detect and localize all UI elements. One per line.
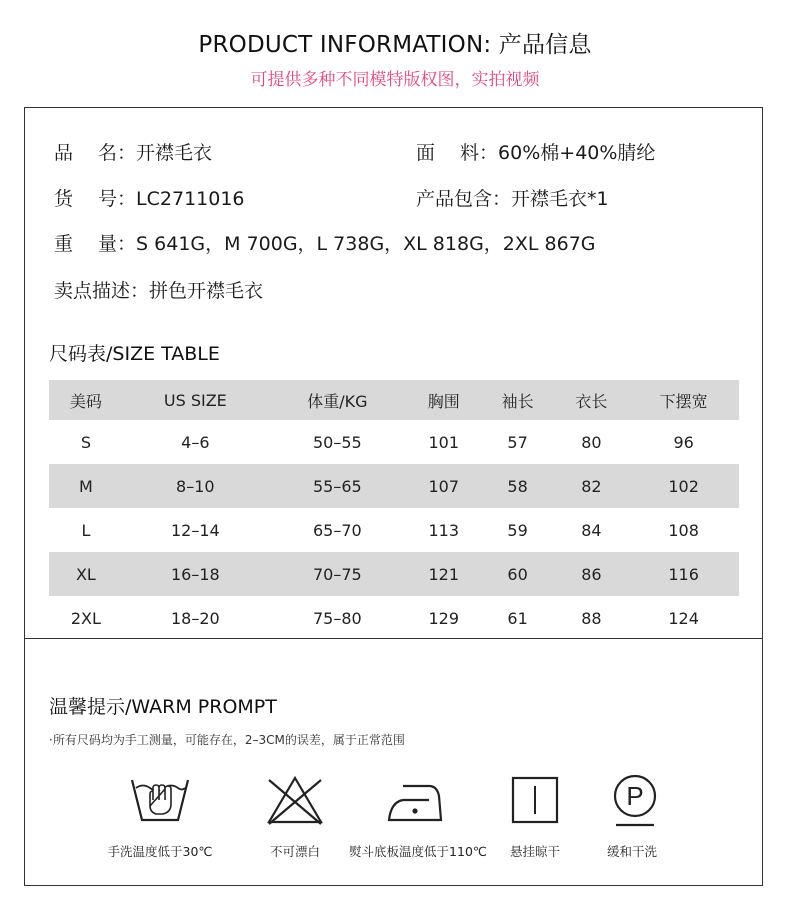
- info-weight-label: 重 量：: [54, 233, 137, 255]
- size-table-header: US SIZE: [163, 390, 227, 410]
- table-cell: 101: [428, 432, 460, 452]
- table-row: [49, 508, 739, 552]
- info-selling-label: 卖点描述：: [54, 280, 150, 302]
- size-table-header: 体重/KG: [307, 391, 368, 411]
- gentle-dry-clean-icon: [606, 772, 666, 828]
- table-cell: 124: [668, 608, 699, 628]
- table-cell: 61: [507, 608, 528, 628]
- table-cell: 116: [668, 564, 699, 584]
- iron-low-temp-icon: [385, 772, 445, 828]
- table-cell: 50–55: [312, 432, 362, 452]
- info-material-label: 面 料：: [416, 142, 499, 164]
- size-table-header: 衣长: [575, 391, 608, 411]
- info-selling-point: [54, 276, 263, 303]
- table-cell: XL: [75, 564, 96, 584]
- info-contents: [416, 184, 609, 211]
- info-material-value: 60%棉+40%腈纶: [498, 142, 656, 164]
- info-contents-label: 产品包含：: [416, 188, 512, 210]
- info-weight-value: S 641G，M 700G，L 738G，XL 818G，2XL 867G: [136, 233, 596, 255]
- table-cell: 58: [507, 476, 528, 496]
- size-table-header: 美码: [69, 391, 102, 411]
- table-cell: 12–14: [170, 520, 220, 540]
- table-cell: 57: [507, 432, 528, 452]
- size-table: [49, 380, 739, 640]
- table-cell: 18–20: [170, 608, 220, 628]
- info-contents-value: 开襟毛衣*1: [511, 188, 609, 210]
- svg-text:P: P: [626, 781, 644, 811]
- info-weight: [54, 229, 596, 256]
- table-cell: S: [80, 432, 91, 452]
- table-row: [49, 464, 739, 508]
- table-cell: 16–18: [170, 564, 220, 584]
- table-cell: 60: [507, 564, 528, 584]
- table-cell: L: [81, 520, 91, 540]
- warm-prompt-title: 温馨提示/WARM PROMPT: [49, 696, 277, 718]
- table-cell: 121: [428, 564, 460, 584]
- warm-prompt-note: ·所有尺码均为手工测量，可能存在，2–3CM的误差，属于正常范围: [49, 733, 405, 747]
- table-cell: 80: [581, 432, 602, 452]
- care-label-dry-clean: 缓和干洗: [606, 844, 657, 859]
- info-name-label: 品 名：: [54, 142, 137, 164]
- table-row: [49, 596, 739, 640]
- no-bleach-icon: [265, 772, 325, 828]
- table-cell: 55–65: [312, 476, 362, 496]
- table-cell: 96: [673, 432, 694, 452]
- table-cell: 4–6: [181, 432, 210, 452]
- table-cell: 84: [581, 520, 602, 540]
- info-name-value: 开襟毛衣: [136, 142, 213, 164]
- info-sku-label: 货 号：: [54, 188, 137, 210]
- size-table-header: 下摆宽: [659, 391, 708, 411]
- care-label-iron: 熨斗底板温度低于110℃: [349, 844, 487, 859]
- table-cell: 59: [507, 520, 528, 540]
- table-cell: 8–10: [176, 476, 215, 496]
- info-sku-value: LC2711016: [136, 188, 245, 210]
- size-table-header: 胸围: [427, 391, 460, 411]
- table-cell: 70–75: [312, 564, 362, 584]
- hand-wash-icon: [130, 772, 190, 828]
- page-header-title: PRODUCT INFORMATION: 产品信息: [198, 32, 592, 58]
- table-row: [49, 420, 739, 464]
- size-table-header: 袖长: [501, 391, 534, 411]
- table-cell: 2XL: [70, 608, 101, 628]
- info-material: [416, 138, 655, 165]
- table-cell: 107: [428, 476, 460, 496]
- table-cell: 108: [668, 520, 699, 540]
- care-label-hand-wash: 手洗温度低于30℃: [107, 844, 213, 859]
- table-cell: 86: [581, 564, 602, 584]
- table-cell: 113: [428, 520, 460, 540]
- table-cell: M: [79, 476, 93, 496]
- table-cell: 65–70: [312, 520, 362, 540]
- care-label-hang-dry: 悬挂晾干: [509, 844, 560, 859]
- table-cell: 75–80: [312, 608, 362, 628]
- table-row: [49, 552, 739, 596]
- page-header-subtitle: 可提供多种不同模特版权图，实拍视频: [250, 70, 540, 90]
- table-cell: 82: [581, 476, 602, 496]
- size-table-header-row: [49, 380, 739, 420]
- info-selling-value: 拼色开襟毛衣: [149, 280, 264, 302]
- size-table-title: 尺码表/SIZE TABLE: [49, 343, 220, 365]
- table-cell: 88: [581, 608, 602, 628]
- info-name: [54, 138, 212, 165]
- table-cell: 129: [428, 608, 460, 628]
- table-cell: 102: [668, 476, 699, 496]
- info-sku: [54, 184, 245, 211]
- care-label-no-bleach: 不可漂白: [269, 844, 320, 859]
- hang-dry-icon: [507, 772, 567, 828]
